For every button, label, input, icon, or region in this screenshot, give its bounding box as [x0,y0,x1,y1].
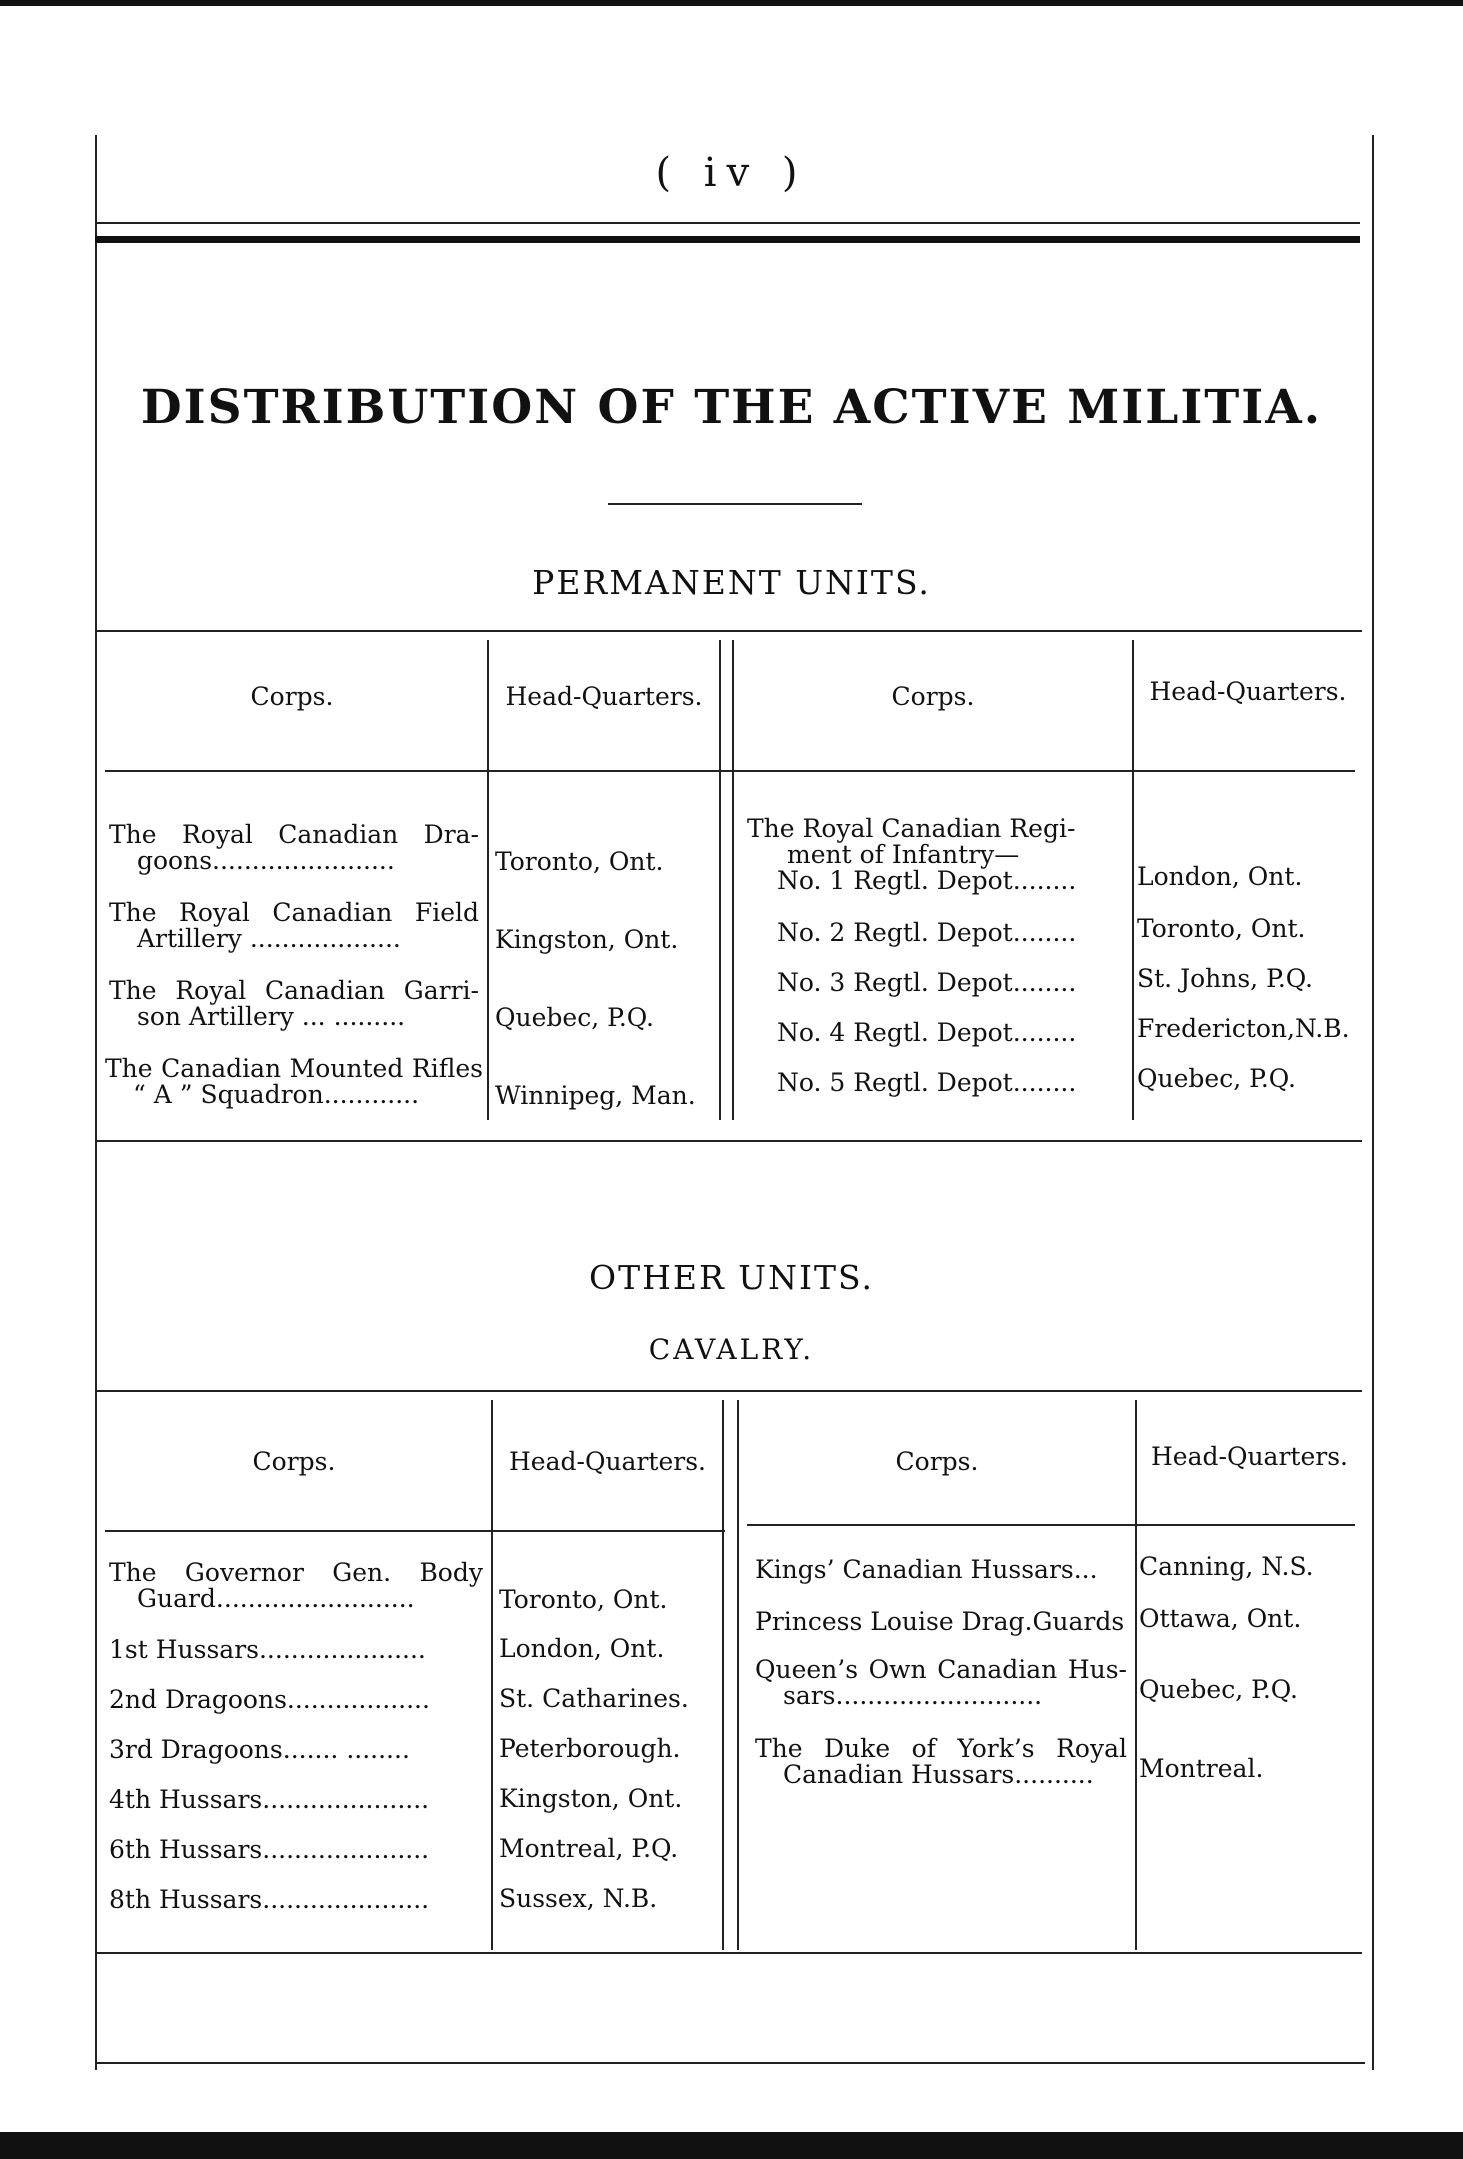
list-item: 1st Hussars..................... [109,1635,426,1664]
list-item: 2nd Dragoons.................. [109,1685,430,1714]
scan-bottom-edge [0,2132,1463,2159]
list-item: No. 4 Regtl. Depot........ [777,1018,1077,1047]
header-rule [95,222,1360,224]
head-quarters-value: Quebec, P.Q. [495,1003,654,1032]
head-quarters-value: Canning, N.S. [1139,1552,1314,1581]
head-quarters-value: Fredericton,N.B. [1137,1014,1350,1043]
list-item: The Royal Canadian Field Artillery ................... [109,898,479,953]
list-item: The Governor Gen. Body Guard......................... [109,1558,483,1613]
head-quarters-value: London, Ont. [1137,862,1303,891]
list-item: The Canadian Mounted Rifles “ A ” Squadron............ [105,1054,483,1109]
column-divider [719,640,721,1120]
list-item: No. 2 Regtl. Depot........ [777,918,1077,947]
list-item: No. 5 Regtl. Depot........ [777,1068,1077,1097]
list-item: Queen’s Own Canadian Hus- sars.......................... [755,1655,1127,1710]
head-quarters-value: Montreal, P.Q. [499,1834,679,1863]
scan-top-edge [0,0,1463,6]
list-item: Kings’ Canadian Hussars... [755,1555,1098,1584]
section-title-other: OTHER UNITS. [589,1258,874,1297]
list-item: 4th Hussars..................... [109,1785,430,1814]
column-header-head-quarters: Head-Quarters. [1151,1442,1348,1471]
permanent-units-table [97,630,1362,1142]
list-item: The Royal Canadian Garri- son Artillery ... ......... [109,976,479,1031]
head-quarters-value: London, Ont. [499,1634,665,1663]
column-header-corps: Corps. [252,1447,336,1476]
head-quarters-value: Ottawa, Ont. [1139,1604,1302,1633]
list-item: No. 3 Regtl. Depot........ [777,968,1077,997]
page-number: ( iv ) [655,150,808,196]
cavalry-units-table [97,1390,1362,1954]
head-quarters-value: Sussex, N.B. [499,1884,658,1913]
list-item: 8th Hussars..................... [109,1885,430,1914]
head-quarters-value: Montreal. [1139,1754,1264,1783]
head-quarters-value: Quebec, P.Q. [1137,1064,1296,1093]
head-quarters-value: Quebec, P.Q. [1139,1675,1298,1704]
head-quarters-value: Peterborough. [499,1734,681,1763]
column-divider [732,640,734,1120]
list-item: 6th Hussars..................... [109,1835,430,1864]
column-header-head-quarters: Head-Quarters. [505,682,703,711]
header-underline [105,770,1355,772]
column-divider [487,640,489,1120]
head-quarters-value: Toronto, Ont. [499,1585,668,1614]
column-divider [1132,640,1134,1120]
head-quarters-value: Kingston, Ont. [495,925,679,954]
list-item: The Duke of York’s Royal Canadian Hussars.......... [755,1734,1127,1789]
list-item: 3rd Dragoons....... ........ [109,1735,410,1764]
head-quarters-value: Toronto, Ont. [1137,914,1306,943]
head-quarters-value: Toronto, Ont. [495,847,664,876]
head-quarters-value: St. Johns, P.Q. [1137,964,1313,993]
column-divider [722,1400,724,1950]
list-item: The Royal Canadian Dra- goons....................... [109,820,479,875]
head-quarters-value: St. Catharines. [499,1684,689,1713]
title-underline [608,503,862,505]
regiment-heading: The Royal Canadian Regi- ment of Infantry— [747,814,1076,869]
column-divider [1135,1400,1137,1950]
list-item: No. 1 Regtl. Depot........ [777,866,1077,895]
section-title-permanent: PERMANENT UNITS. [532,563,931,602]
header-underline [747,1524,1355,1526]
head-quarters-value: Kingston, Ont. [499,1784,683,1813]
page-title: DISTRIBUTION OF THE ACTIVE MILITIA. [140,380,1323,435]
head-quarters-value: Winnipeg, Man. [495,1081,696,1110]
column-header-corps: Corps. [895,1447,979,1476]
column-header-head-quarters: Head-Quarters. [509,1447,706,1476]
header-underline [105,1530,725,1532]
column-header-corps: Corps. [891,682,975,711]
column-divider [491,1400,493,1950]
list-item: Princess Louise Drag.Guards [755,1607,1125,1636]
column-divider [737,1400,739,1950]
column-header-corps: Corps. [250,682,334,711]
footer-rule [97,2062,1365,2064]
column-header-head-quarters: Head-Quarters. [1149,677,1347,706]
subsection-title-cavalry: CAVALRY. [648,1333,815,1366]
header-thick-rule [95,236,1360,243]
